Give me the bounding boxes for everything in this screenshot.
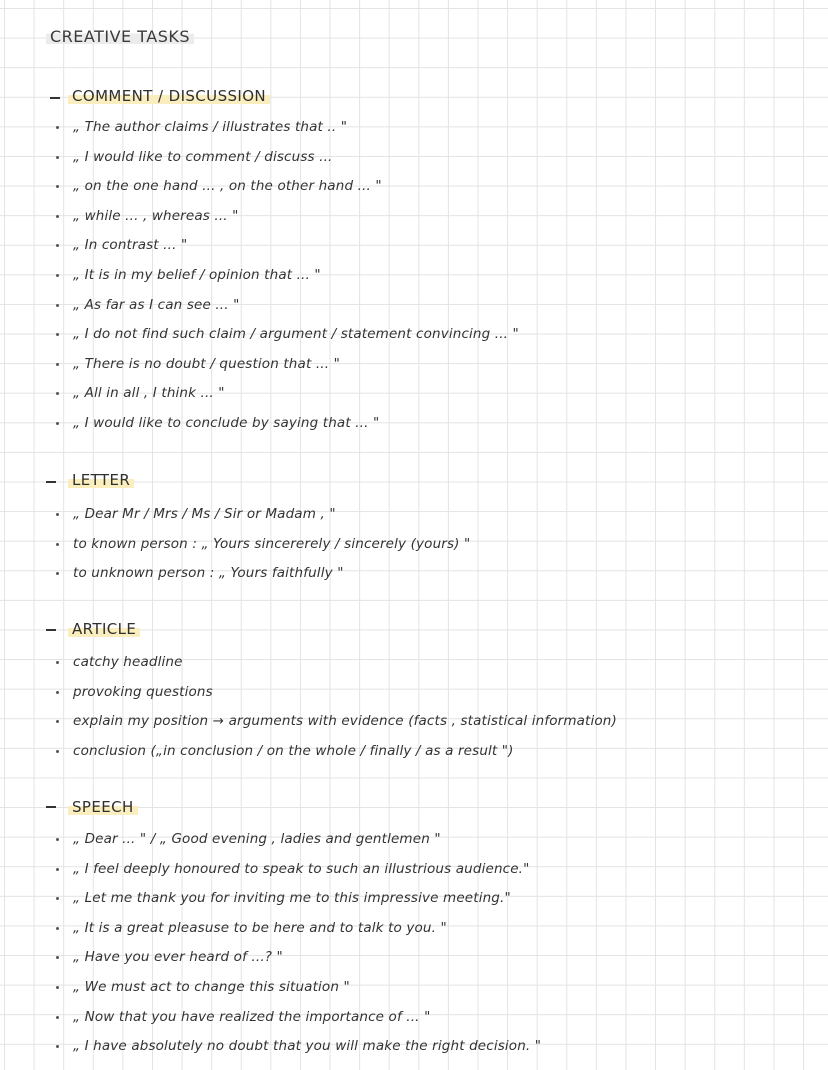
bullet-dot [56,185,59,188]
section-heading-article: ARTICLE [68,620,140,638]
list-item: „ As far as I can see ... " [56,294,240,316]
list-item: „ There is no doubt / question that ... " [56,353,340,375]
bullet-dot [56,691,59,694]
list-item: „ Now that you have realized the importance of ... " [56,1006,430,1028]
list-item: to known person : „ Yours sincererely / sincerely (yours) " [56,533,470,555]
bullet-dot [56,126,59,129]
list-item: „ Dear Mr / Mrs / Ms / Sir or Madam , " [56,503,336,525]
list-item: „ Dear ... " / „ Good evening , ladies and gentlemen " [56,828,441,850]
list-item: „ In contrast ... " [56,234,187,256]
bullet-dot [56,513,59,516]
bullet-dot [56,868,59,871]
list-item: to unknown person : „ Yours faithfully " [56,562,344,584]
list-item: „ It is a great pleasuse to be here and to talk to you. " [56,917,447,939]
bullet-dot [56,392,59,395]
list-item: „ I would like to comment / discuss ... [56,146,332,168]
list-item: „ All in all , I think ... " [56,382,225,404]
bullet-dot [56,422,59,425]
section-dash [46,481,56,483]
bullet-dot [56,333,59,336]
list-item: „ I would like to conclude by saying that ... " [56,412,379,434]
bullet-dot [56,750,59,753]
bullet-dot [56,274,59,277]
bullet-dot [56,215,59,218]
section-dash [46,806,56,808]
list-item: „ Have you ever heard of ...? " [56,946,283,968]
list-item: „ Let me thank you for inviting me to this impressive meeting." [56,887,511,909]
bullet-dot [56,927,59,930]
list-item: „ while ... , whereas ... " [56,205,239,227]
bullet-dot [56,1045,59,1048]
bullet-dot [56,244,59,247]
bullet-dot [56,897,59,900]
page-title: CREATIVE TASKS [46,26,194,47]
bullet-dot [56,363,59,366]
list-item: explain my position → arguments with evidence (facts , statistical information) [56,710,617,732]
section-heading-letter: LETTER [68,471,134,489]
section-heading-comment: COMMENT / DISCUSSION [68,87,270,105]
list-item: „ on the one hand ... , on the other hand ... " [56,175,382,197]
bullet-dot [56,156,59,159]
bullet-dot [56,572,59,575]
list-item: catchy headline [56,651,183,673]
list-item: provoking questions [56,681,213,703]
bullet-dot [56,986,59,989]
list-item: „ We must act to change this situation " [56,976,350,998]
list-item: „ It is in my belief / opinion that ... " [56,264,321,286]
section-dash [46,629,56,631]
list-item: „ The author claims / illustrates that .. " [56,116,347,138]
bullet-dot [56,543,59,546]
list-item: „ I have absolutely no doubt that you will make the right decision. " [56,1035,541,1057]
section-dash [50,97,60,99]
bullet-dot [56,838,59,841]
bullet-dot [56,720,59,723]
bullet-dot [56,1016,59,1019]
bullet-dot [56,661,59,664]
list-item: „ I do not find such claim / argument / statement convincing ... " [56,323,519,345]
section-heading-speech: SPEECH [68,798,138,816]
bullet-dot [56,304,59,307]
list-item: „ I feel deeply honoured to speak to such an illustrious audience." [56,858,529,880]
list-item: conclusion („in conclusion / on the whole / finally / as a result ") [56,740,514,762]
bullet-dot [56,956,59,959]
